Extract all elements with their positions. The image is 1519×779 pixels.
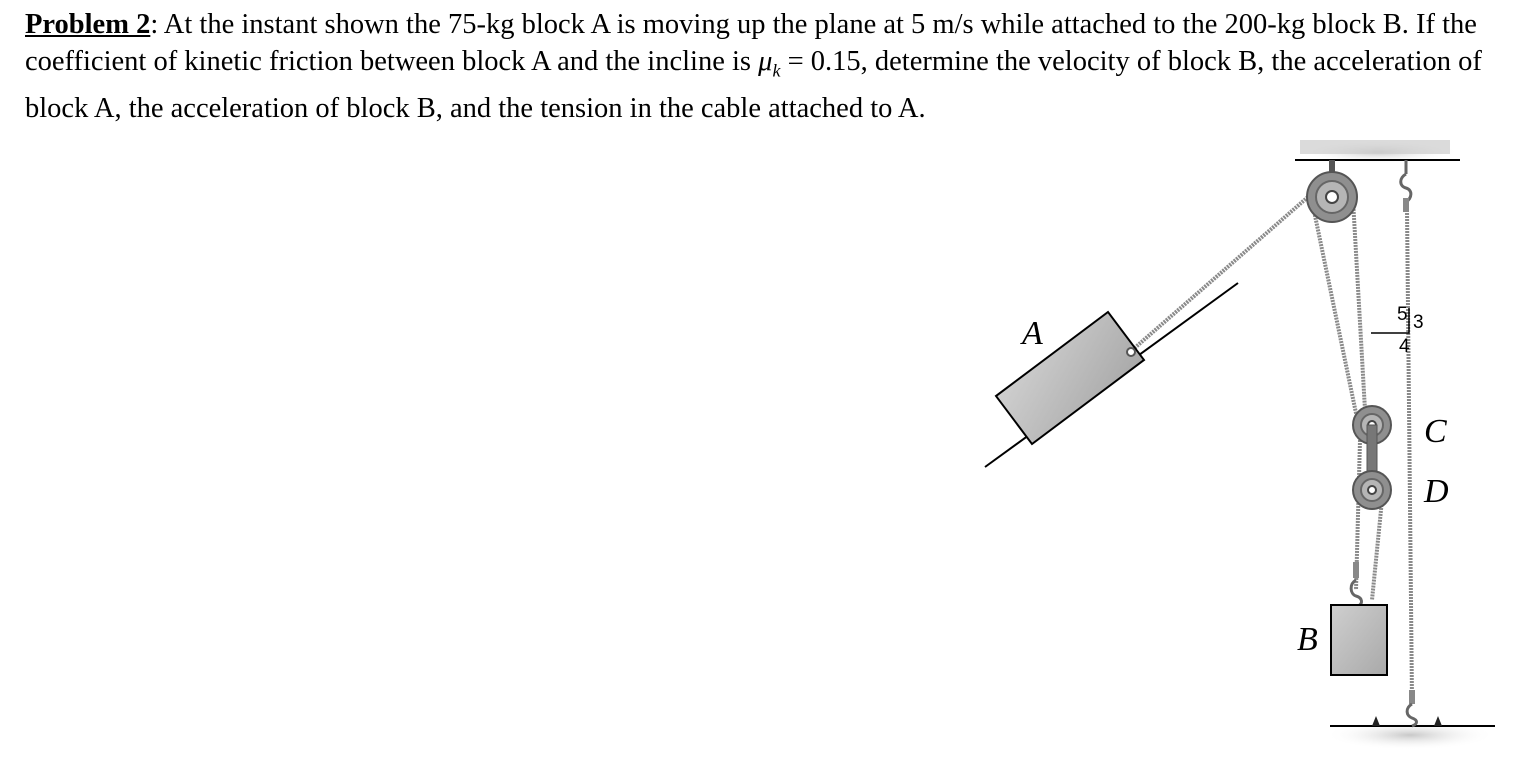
label-block-a: A — [1022, 315, 1043, 352]
label-pulley-c: C — [1424, 413, 1447, 450]
block-a-hook — [1127, 348, 1135, 356]
block-b — [1331, 605, 1387, 675]
slope-rise-label: 3 — [1413, 312, 1424, 333]
ceiling-hook — [1401, 160, 1411, 212]
mu-symbol: μ — [758, 46, 773, 77]
cable-a-to-top-pulley — [1130, 190, 1316, 352]
label-pulley-d: D — [1424, 473, 1449, 510]
floor-support — [1325, 716, 1495, 750]
block-a — [996, 312, 1144, 444]
label-block-b: B — [1297, 621, 1318, 658]
slope-run-label: 4 — [1399, 336, 1410, 357]
ceiling-support — [1295, 140, 1460, 164]
cable-ceiling-right — [1407, 210, 1412, 700]
cable-top-right — [1353, 200, 1365, 410]
mu-subscript: k — [772, 60, 781, 81]
cable-top-left — [1313, 206, 1357, 418]
top-pulley — [1307, 160, 1357, 222]
problem-text-part1: : At the instant shown the 75-kg block A is moving up the plane at 5 m/s while attached to the 200-kg block B. If the coefficient of kinetic friction between block A and the incline is — [25, 9, 1477, 77]
pulley-d — [1353, 471, 1391, 509]
problem-label: Problem 2 — [25, 9, 151, 40]
slope-hypotenuse-label: 5 — [1397, 304, 1408, 325]
problem-text-part2: = 0.15, determine the velocity of block B, the acceleration of block A, the acceleration of block B, and the tension in the cable attached to A. — [25, 46, 1482, 124]
